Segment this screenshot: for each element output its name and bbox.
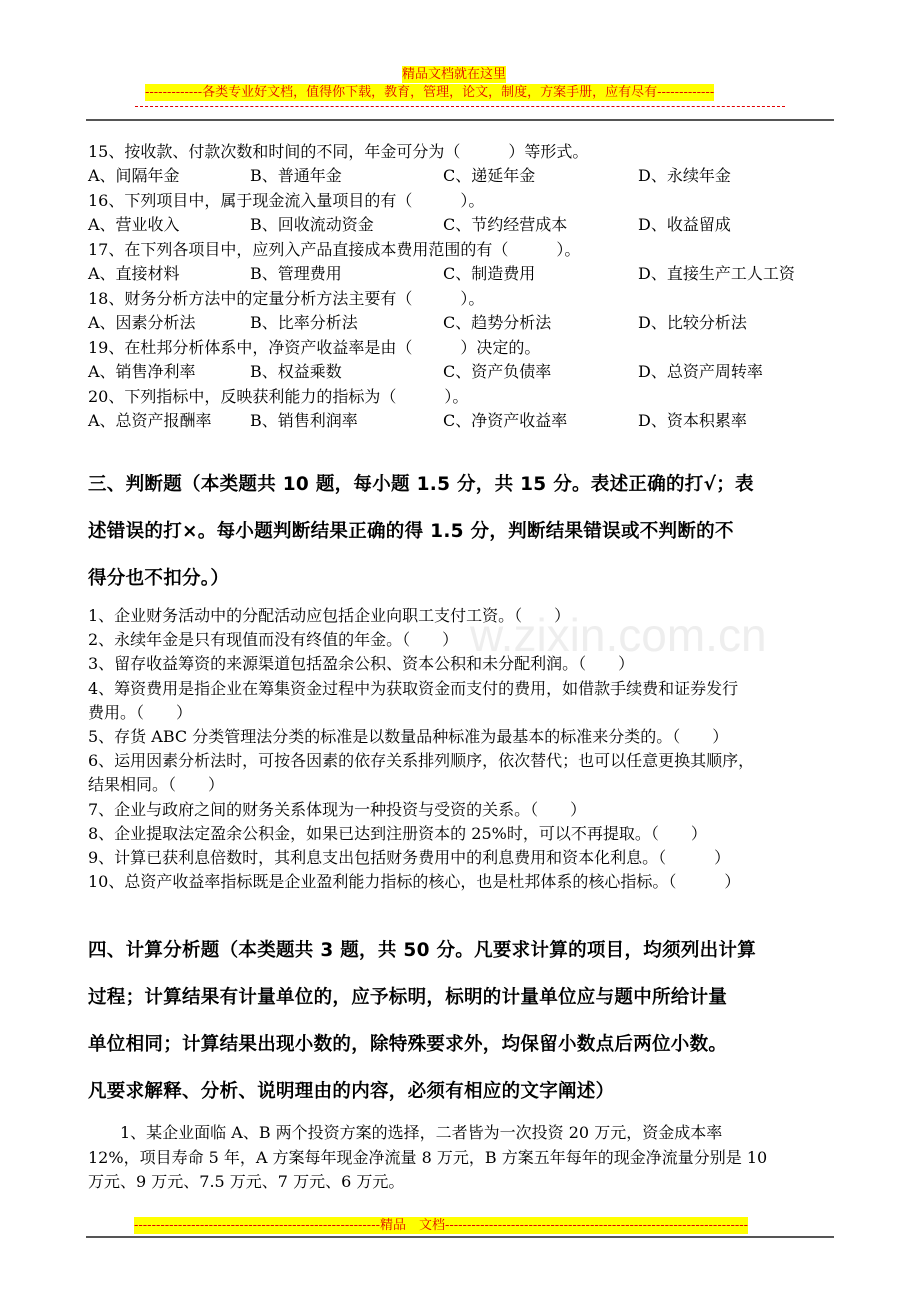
section-heading: 过程；计算结果有计量单位的，应予标明，标明的计量单位应与题中所给计量 [88, 987, 728, 1008]
problem-text: 1、某企业面临 A、B 两个投资方案的选择，二者皆为一次投资 20 万元，资金成本率 [88, 1123, 723, 1142]
statement-item: 8、企业提取法定盈余公积金，如果已达到注册资本的 25%时，可以不再提取。（ ） [88, 823, 707, 843]
statement-item: 2、永续年金是只有现值而没有终值的年金。（ ） [88, 630, 459, 650]
option: B、销售利润率 [250, 411, 358, 430]
problem-text: 万元、9 万元、7.5 万元、7 万元、6 万元。 [88, 1172, 405, 1191]
option: A、因素分析法 [88, 313, 196, 332]
section-heading: 单位相同；计算结果出现小数的，除特殊要求外，均保留小数点后两位小数。 [88, 1034, 728, 1055]
option: C、资产负债率 [443, 362, 552, 381]
option: A、总资产报酬率 [88, 411, 212, 430]
option: C、节约经营成本 [443, 215, 568, 234]
statement-item: 费用。（ ） [88, 702, 193, 722]
option: A、营业收入 [88, 215, 180, 234]
question-text: 19、在杜邦分析体系中，净资产收益率是由（ ）决定的。 [88, 338, 541, 357]
option: D、永续年金 [638, 166, 731, 185]
statement-item: 7、企业与政府之间的财务关系体现为一种投资与受资的关系。（ ） [88, 799, 587, 819]
option: D、收益留成 [638, 215, 731, 234]
option: D、总资产周转率 [638, 362, 763, 381]
question-text: 18、财务分析方法中的定量分析方法主要有（ ）。 [88, 289, 485, 308]
option: D、直接生产工人工资 [638, 264, 795, 283]
footer-rule [86, 1236, 834, 1238]
section-heading: 四、计算分析题（本类题共 3 题，共 50 分。凡要求计算的项目，均须列出计算 [88, 940, 757, 961]
statement-item: 9、计算已获利息倍数时，其利息支出包括财务费用中的利息费用和资本化利息。（ ） [88, 848, 731, 867]
question-text: 20、下列指标中，反映获利能力的指标为（ ）。 [88, 387, 469, 406]
option: C、制造费用 [443, 264, 536, 283]
option: A、直接材料 [88, 264, 180, 283]
statement-item: 4、筹资费用是指企业在筹集资金过程中为获取资金而支付的费用，如借款手续费和证券发行 [88, 678, 739, 698]
question-text: 16、下列项目中，属于现金流入量项目的有（ ）。 [88, 191, 485, 210]
watermark: w.zixin.com.cn [470, 609, 767, 661]
option: B、普通年金 [250, 166, 342, 185]
statement-item: 1、企业财务活动中的分配活动应包括企业向职工支付工资。（ ） [88, 606, 571, 625]
option: C、趋势分析法 [443, 313, 552, 332]
question-text: 17、在下列各项目中，应列入产品直接成本费用范围的有（ ）。 [88, 240, 581, 259]
option: D、比较分析法 [638, 313, 747, 332]
statement-item: 5、存货 ABC 分类管理法分类的标准是以数量品种标准为最基本的标准来分类的。（ ） [88, 727, 729, 746]
header-subtitle: -------------各类专业好文档，值得你下载，教育，管理，论文，制度，方案手册，应有尽有------------- [145, 85, 715, 100]
statement-item: 3、留存收益筹资的来源渠道包括盈余公积、资本公积和未分配利润。（ ） [88, 654, 635, 674]
statement-item: 6、运用因素分析法时，可按各因素的依存关系排列顺序，依次替代；也可以任意更换其顺序， [88, 751, 755, 771]
option: B、比率分析法 [250, 313, 358, 332]
header-rule [86, 119, 834, 121]
statement-item: 10、总资产收益率指标既是企业盈利能力指标的核心，也是杜邦体系的核心指标。（ ） [88, 872, 741, 892]
option: A、间隔年金 [88, 166, 180, 185]
question-text: 15、按收款、付款次数和时间的不同，年金可分为（ ）等形式。 [88, 142, 589, 161]
section-heading: 述错误的打×。每小题判断结果正确的得 1.5 分，判断结果错误或不判断的不 [88, 521, 734, 542]
option: B、管理费用 [250, 264, 342, 283]
option: C、递延年金 [443, 166, 536, 185]
section-heading: 凡要求解释、分析、说明理由的内容，必须有相应的文字阐述） [88, 1081, 615, 1102]
option: C、净资产收益率 [443, 411, 568, 430]
problem-text: 12%，项目寿命 5 年，A 方案每年现金净流量 8 万元，B 方案五年每年的现金净流量分别是 10 [88, 1147, 768, 1167]
statement-item: 结果相同。（ ） [88, 775, 225, 795]
header-dashed-line [135, 106, 785, 107]
option: A、销售净利率 [88, 362, 196, 381]
option: D、资本积累率 [638, 411, 747, 430]
section-heading: 三、判断题（本类题共 10 题，每小题 1.5 分，共 15 分。表述正确的打√；表 [88, 474, 754, 495]
footer-text: --------------------------------------------------------精品 文档--------------------------------------------------------------------- [134, 1218, 749, 1233]
header-title: 精品文档就在这里 [402, 67, 507, 82]
option: B、权益乘数 [250, 362, 342, 381]
option: B、回收流动资金 [250, 215, 374, 234]
section-heading: 得分也不扣分。） [88, 568, 230, 589]
